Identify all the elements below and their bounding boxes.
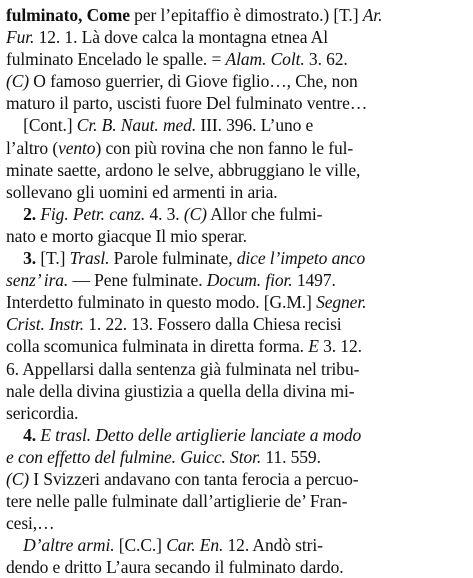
- text-segment: Fur.: [6, 27, 35, 48]
- text-segment: 3. 62.: [304, 49, 348, 70]
- text-segment: 12. Andò stri-: [223, 535, 323, 556]
- text-segment: Alam. Colt.: [225, 49, 305, 70]
- text-segment: [C.C.]: [114, 535, 167, 556]
- text-segment: [Cont.]: [6, 115, 77, 136]
- text-segment: Ar.: [362, 5, 383, 25]
- text-segment: Segner.: [316, 292, 367, 313]
- text-segment: E: [308, 336, 319, 357]
- text-segment: D’altre armi.: [6, 535, 115, 556]
- text-line: [6, 291, 467, 313]
- text-line: [6, 313, 467, 335]
- text-segment: 12. 1. Là dove calca la montagna etnea Al: [34, 27, 328, 48]
- text-segment: 11. 559.: [261, 446, 321, 467]
- text-segment: [T.]: [40, 248, 70, 269]
- text-segment: 4. 3.: [145, 203, 184, 224]
- text-segment: vento: [58, 137, 96, 158]
- text-line: [6, 335, 467, 357]
- text-line: [6, 490, 467, 512]
- text-segment: colla scomunica fulminata in diretta forma.: [6, 336, 309, 357]
- text-segment: Interdetto fulminato in questo modo. [G.M.]: [6, 292, 317, 313]
- text-segment: I Svizzeri andavano con tanta ferocia a percuo-: [29, 468, 359, 489]
- text-segment: Docum. fior.: [206, 270, 293, 291]
- text-segment: (C): [6, 468, 30, 489]
- text-segment: sericordia.: [6, 402, 79, 423]
- text-segment: Petr. canz.: [72, 203, 146, 224]
- text-line: [6, 424, 467, 446]
- text-segment: per l’epitaffio è dimostrato.) [T.]: [129, 5, 363, 25]
- text-segment: (C): [6, 71, 30, 92]
- text-segment: Allor che fulmi-: [206, 203, 323, 224]
- text-segment: fulminato Encelado le spalle. =: [6, 49, 226, 70]
- text-segment: 4.: [6, 424, 41, 445]
- text-line: [6, 137, 467, 159]
- text-segment: 3. 12.: [318, 336, 362, 357]
- text-line: [6, 114, 467, 136]
- text-segment: dendo e dritto L’aura secando il fulminato dardo.: [6, 557, 344, 578]
- text-line: [6, 48, 467, 70]
- text-line: [6, 4, 467, 26]
- text-line: [6, 70, 467, 92]
- text-segment: maturo il parto, uscisti fuore Del fulminato ventre…: [6, 93, 368, 114]
- text-segment: 3.: [6, 248, 41, 269]
- text-line: [6, 556, 467, 578]
- text-segment: Car. En.: [166, 535, 224, 556]
- text-line: [6, 159, 467, 181]
- text-segment: O famoso guerrier, di Giove figlio…, Che, non: [29, 71, 358, 92]
- text-segment: Fig.: [40, 203, 69, 224]
- text-segment: senz’ ira.: [6, 270, 69, 291]
- text-segment: sollevano gli uomini ed armenti in aria.: [6, 181, 278, 202]
- text-line: [6, 468, 467, 490]
- text-line: [6, 380, 467, 402]
- text-segment: e con effetto del fulmine.: [6, 446, 176, 467]
- text-line: [6, 225, 467, 247]
- text-segment: tere nelle palle fulminate dall’artiglierie de’ Fran-: [6, 491, 348, 512]
- text-segment: cesi,…: [6, 513, 55, 534]
- text-segment: Trasl.: [69, 248, 110, 269]
- text-line: [6, 534, 467, 556]
- text-line: [6, 92, 467, 114]
- text-segment: nato e morto giacque Il mio sperar.: [6, 225, 247, 246]
- text-line: [6, 402, 467, 424]
- text-segment: Guicc. Stor.: [180, 446, 262, 467]
- text-segment: fulminato, Come: [6, 5, 130, 25]
- text-segment: (C): [183, 203, 207, 224]
- text-segment: nale della divina giustizia a quella della divina mi-: [6, 380, 355, 401]
- text-line: [6, 446, 467, 468]
- text-segment: 1. 22. 13. Fossero dalla Chiesa recisi: [83, 314, 342, 335]
- text-segment: III. 396. L’uno e: [196, 115, 314, 136]
- text-segment: ) con più rovina che non fanno le ful-: [95, 137, 354, 158]
- text-line: [6, 26, 467, 48]
- text-line: [6, 358, 467, 380]
- text-segment: 6. Appellarsi dalla sentenza già fulminata nel tribu-: [6, 358, 360, 379]
- text-segment: Cr. B. Naut. med.: [76, 115, 197, 136]
- text-segment: l’altro (: [6, 137, 59, 158]
- text-segment: E trasl. Detto delle artiglierie lanciate a modo: [40, 424, 362, 445]
- text-line: [6, 181, 467, 203]
- text-line: [6, 247, 467, 269]
- text-line: [6, 512, 467, 534]
- text-segment: 1497.: [292, 270, 336, 291]
- text-segment: minate saette, ardono le selve, abbruggiano le ville,: [6, 159, 361, 180]
- text-segment: dice l’impeto anco: [236, 248, 366, 269]
- text-segment: 2.: [6, 203, 41, 224]
- text-segment: Parole fulminate,: [109, 248, 237, 269]
- text-line: [6, 269, 467, 291]
- text-line: [6, 203, 467, 225]
- text-segment: — Pene fulminate.: [68, 270, 207, 291]
- text-segment: Crist. Instr.: [6, 314, 84, 335]
